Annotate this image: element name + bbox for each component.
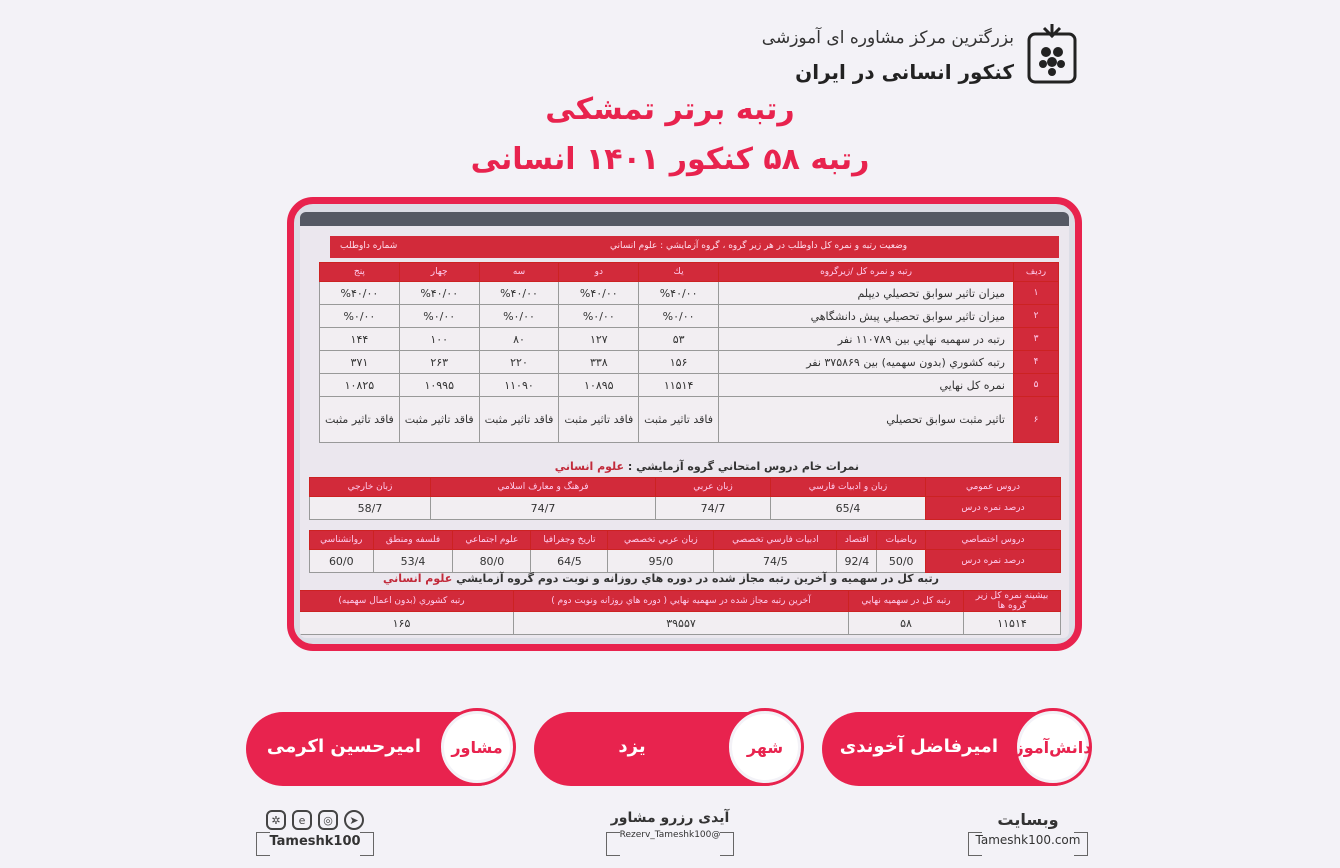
general-side-head: دروس عمومي — [926, 478, 1061, 497]
student-name: امیرفاضل آخوندی — [839, 736, 998, 757]
cell: %۴۰/۰۰ — [559, 282, 639, 305]
col-group: دو — [559, 263, 639, 282]
row-label: ميزان تاثير سوابق تحصيلي پيش دانشگاهي — [719, 305, 1014, 328]
row-index: ۶ — [1014, 397, 1059, 443]
table-row — [320, 374, 1059, 397]
quota-title-group: علوم انساني — [382, 572, 453, 585]
right-bracket — [360, 832, 374, 856]
left-bracket — [256, 832, 270, 856]
sheet-candidate-number-label: شماره داوطلب — [340, 241, 398, 251]
website-block — [968, 810, 1088, 860]
subject-name: رياضيات — [877, 531, 926, 550]
cell: ۱۰۰ — [399, 328, 479, 351]
left-bracket — [968, 832, 982, 856]
result-sheet — [300, 212, 1069, 638]
subject-score: 60/0 — [310, 550, 374, 573]
rank-table-head — [320, 263, 1059, 282]
raw-scores-title — [555, 460, 859, 473]
website-label: وبسایت — [997, 810, 1059, 829]
right-bracket — [1074, 832, 1088, 856]
cell: ۲۲۰ — [479, 351, 559, 374]
col-group: پنج — [320, 263, 400, 282]
quota-head-row — [300, 591, 1061, 612]
cell: %۰/۰۰ — [399, 305, 479, 328]
special-subjects-table — [309, 530, 1061, 573]
eitaa-icon[interactable]: e — [292, 810, 312, 830]
sheet-header-text: وضعيت رتبه و نمره كل داوطلب در هر زير گروه ، گروه آزمايشي : علوم انساني — [610, 241, 908, 251]
quota-head: رتبه كل در سهميه نهايي — [849, 591, 964, 612]
cell: فاقد تاثير مثبت — [639, 397, 719, 443]
subject-score: 65/4 — [771, 497, 926, 520]
cell: ۱۴۴ — [320, 328, 400, 351]
general-score-row — [310, 497, 1061, 520]
cell: %۰/۰۰ — [479, 305, 559, 328]
reserve-label: آیدی رزرو مشاور — [610, 810, 730, 826]
quota-head: رتبه كشوري (بدون اعمال سهميه) — [300, 591, 514, 612]
reserve-block — [606, 810, 734, 860]
subject-name: زبان و ادبيات فارسي — [771, 478, 926, 497]
social-handle[interactable]: Tameshk100 — [269, 834, 361, 849]
special-side-row: درصد نمره درس — [926, 550, 1061, 573]
cell: %۴۰/۰۰ — [639, 282, 719, 305]
raspberry-logo-icon — [1026, 20, 1078, 86]
col-group: سه — [479, 263, 559, 282]
row-index: ۳ — [1014, 328, 1059, 351]
cell: ۳۳۸ — [559, 351, 639, 374]
cell: فاقد تاثير مثبت — [559, 397, 639, 443]
cell: فاقد تاثير مثبت — [479, 397, 559, 443]
subject-score: 50/0 — [877, 550, 926, 573]
row-label: رتبه كشوري (بدون سهميه) بين ۳۷۵۸۶۹ نفر — [719, 351, 1014, 374]
sheet-header-bar — [330, 236, 1059, 258]
subject-name: زبان عربي تخصصي — [608, 531, 714, 550]
quota-title — [383, 572, 939, 585]
cell: ۸۰ — [479, 328, 559, 351]
subject-name: فرهنگ و معارف اسلامي — [431, 478, 656, 497]
cell: ۱۰۸۲۵ — [320, 374, 400, 397]
subject-name: علوم اجتماعي — [453, 531, 531, 550]
advisor-name: امیرحسین اکرمی — [266, 736, 422, 757]
subject-name: تاريخ وجغرافيا — [531, 531, 608, 550]
subject-score: 74/7 — [656, 497, 771, 520]
subject-score: 92/4 — [837, 550, 877, 573]
col-group: چهار — [399, 263, 479, 282]
cell: ۱۱۰۹۰ — [479, 374, 559, 397]
general-head-row — [310, 478, 1061, 497]
advisor-label: مشاور — [438, 708, 516, 786]
row-label: رتبه در سهميه نهايي بين ۱۱۰۷۸۹ نفر — [719, 328, 1014, 351]
cell: %۴۰/۰۰ — [479, 282, 559, 305]
rank-table — [319, 262, 1059, 443]
cell: ۲۶۳ — [399, 351, 479, 374]
subject-name: فلسفه ومنطق — [373, 531, 453, 550]
quota-table — [300, 590, 1061, 635]
subject-name: زبان عربي — [656, 478, 771, 497]
special-head-row — [310, 531, 1061, 550]
cell: %۴۰/۰۰ — [399, 282, 479, 305]
headline-title: رتبه برتر تمشکی — [545, 92, 795, 127]
city-pill — [534, 712, 802, 786]
brand-subtitle: کنکور انسانی در ایران — [795, 60, 1014, 84]
special-score-row — [310, 550, 1061, 573]
cell: ۱۲۷ — [559, 328, 639, 351]
subject-score: 74/7 — [431, 497, 656, 520]
cell: ۱۱۵۱۴ — [639, 374, 719, 397]
headline-subtitle: رتبه ۵۸ کنکور ۱۴۰۱ انسانی — [470, 142, 870, 177]
city-label: شهر — [726, 708, 804, 786]
telegram-icon[interactable]: ➤ — [344, 810, 364, 830]
quota-value: ۵۸ — [849, 612, 964, 635]
table-row — [320, 305, 1059, 328]
website-link[interactable]: Tameshk100.com — [975, 833, 1081, 847]
result-photo-frame — [287, 197, 1082, 651]
quota-head: بيشينه نمره كل زير گروه ها — [964, 591, 1061, 612]
social-icons — [256, 810, 374, 830]
cell: فاقد تاثير مثبت — [399, 397, 479, 443]
reserve-id-link[interactable]: @Rezerv_Tameshk100 — [619, 830, 721, 840]
row-label: ميزان تاثير سوابق تحصيلي ديپلم — [719, 282, 1014, 305]
subject-score: 74/5 — [714, 550, 837, 573]
row-label: تاثير مثبت سوابق تحصيلي — [719, 397, 1014, 443]
cell: %۴۰/۰۰ — [320, 282, 400, 305]
cell: ۱۵۶ — [639, 351, 719, 374]
sheet-top-edge — [300, 212, 1069, 226]
col-label: رتبه و نمره كل /زيرگروه — [719, 263, 1014, 282]
cell: %۰/۰۰ — [320, 305, 400, 328]
table-row — [320, 328, 1059, 351]
general-subjects-table — [309, 477, 1061, 520]
subject-name: روانشناسي — [310, 531, 374, 550]
subject-score: 64/5 — [531, 550, 608, 573]
city-name: یزد — [618, 736, 646, 757]
social-block — [256, 810, 374, 860]
cell: ۵۳ — [639, 328, 719, 351]
quota-head: آخرين رتبه مجاز شده در سهميه نهايي ( دوره هاي روزانه ونوبت دوم ) — [514, 591, 849, 612]
row-index: ۲ — [1014, 305, 1059, 328]
cell: %۰/۰۰ — [559, 305, 639, 328]
quota-title-text: رتبه كل در سهميه و آخرين رتبه مجاز شده در دوره هاي روزانه و نوبت دوم گروه آزمايشي — [456, 572, 939, 585]
quota-value: ۳۹۵۵۷ — [514, 612, 849, 635]
row-index: ۴ — [1014, 351, 1059, 374]
rubika-icon[interactable]: ✲ — [266, 810, 286, 830]
subject-score: 95/0 — [608, 550, 714, 573]
table-row — [320, 397, 1059, 443]
subject-name: زبان خارجي — [310, 478, 431, 497]
col-index: رديف — [1014, 263, 1059, 282]
right-bracket — [720, 832, 734, 856]
cell: ۳۷۱ — [320, 351, 400, 374]
raw-scores-title-group: علوم انساني — [554, 460, 625, 473]
cell: %۰/۰۰ — [639, 305, 719, 328]
col-group: يك — [639, 263, 719, 282]
subject-score: 58/7 — [310, 497, 431, 520]
row-index: ۵ — [1014, 374, 1059, 397]
row-label: نمره كل نهايي — [719, 374, 1014, 397]
instagram-icon[interactable]: ◎ — [318, 810, 338, 830]
quota-value-row — [300, 612, 1061, 635]
quota-value: ۱۶۵ — [300, 612, 514, 635]
raw-scores-title-text: نمرات خام دروس امتحاني گروه آزمايشي : — [627, 460, 859, 473]
student-label: دانش‌آموز — [1014, 708, 1092, 786]
subject-score: 80/0 — [453, 550, 531, 573]
cell: ۱۰۹۹۵ — [399, 374, 479, 397]
general-side-row: درصد نمره درس — [926, 497, 1061, 520]
table-row — [320, 351, 1059, 374]
row-index: ۱ — [1014, 282, 1059, 305]
subject-name: اقتصاد — [837, 531, 877, 550]
advisor-pill — [246, 712, 514, 786]
subject-score: 53/4 — [373, 550, 453, 573]
special-side-head: دروس اختصاصي — [926, 531, 1061, 550]
quota-value: ۱۱۵۱۴ — [964, 612, 1061, 635]
brand-header — [658, 20, 1078, 90]
subject-name: ادبيات فارسي تخصصي — [714, 531, 837, 550]
left-bracket — [606, 832, 620, 856]
brand-tagline: بزرگترین مرکز مشاوره ای آموزشی — [761, 28, 1014, 48]
cell: فاقد تاثير مثبت — [320, 397, 400, 443]
student-pill — [822, 712, 1090, 786]
table-row — [320, 282, 1059, 305]
cell: ۱۰۸۹۵ — [559, 374, 639, 397]
